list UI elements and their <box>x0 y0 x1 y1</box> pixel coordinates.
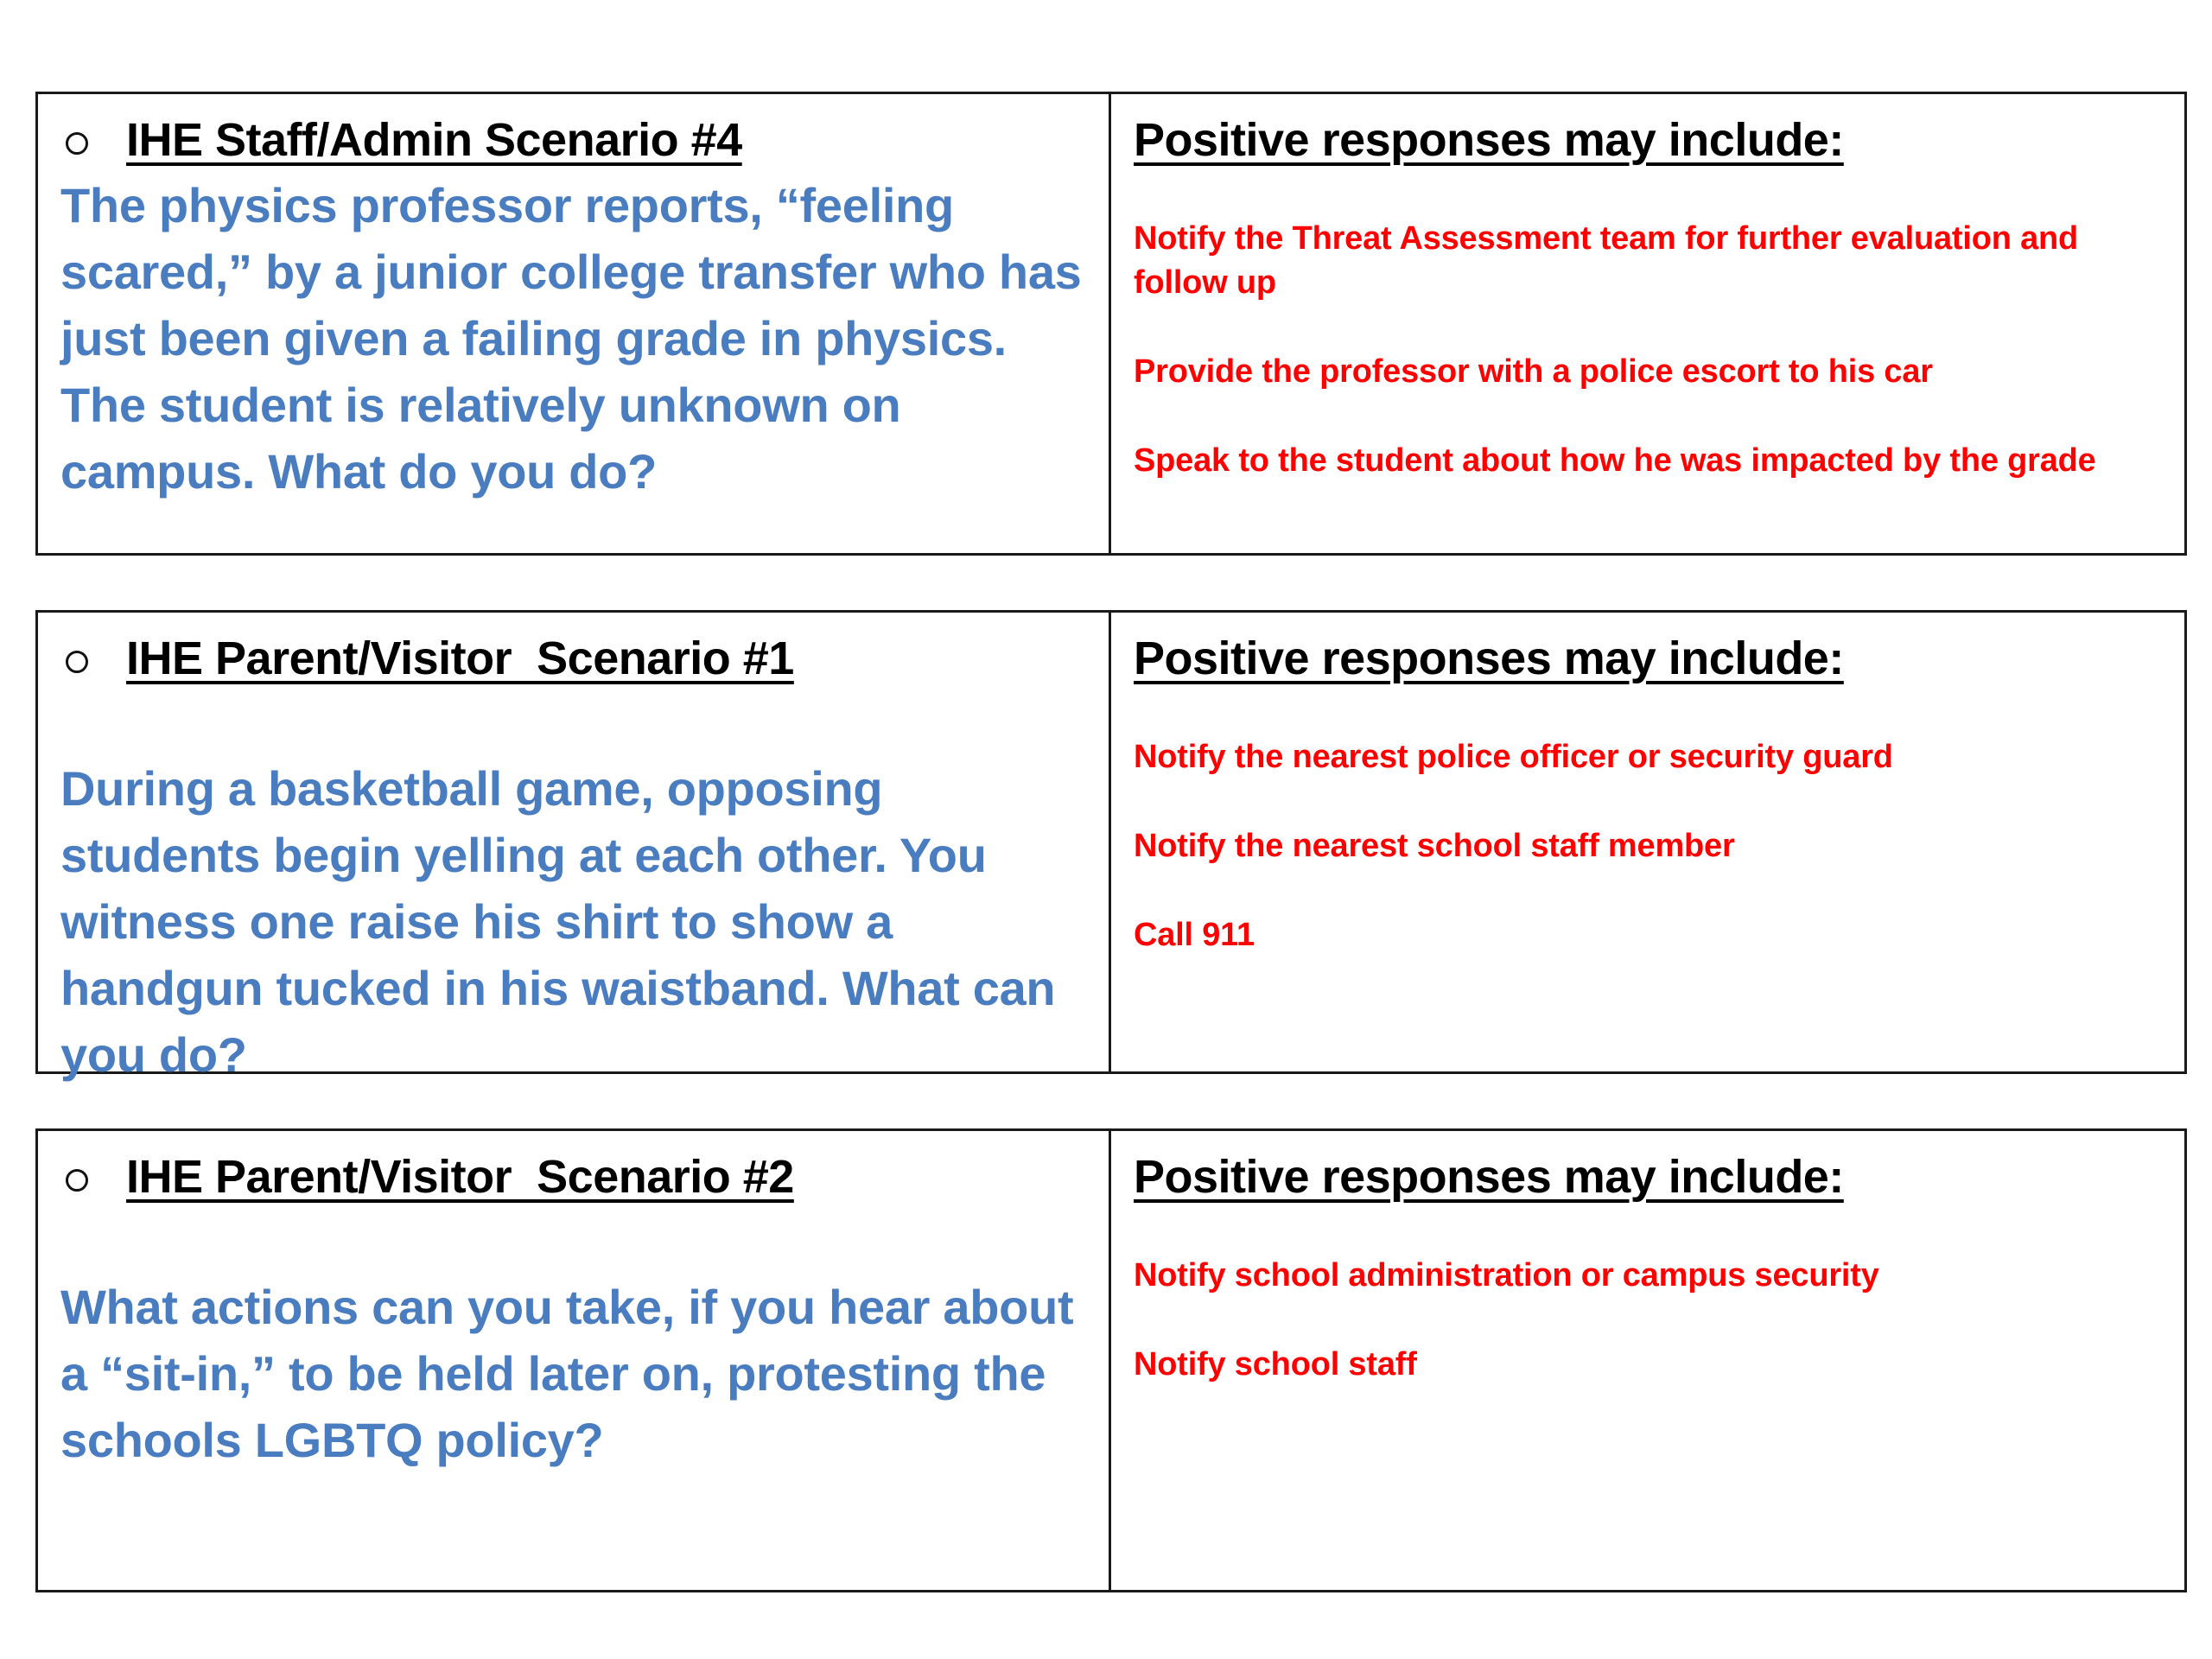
scenario-heading-row <box>60 628 1088 689</box>
scenario-description: What actions can you take, if you hear about a “sit-in,” to be held later on, protesting the schools LGBTQ policy? <box>60 1280 1074 1467</box>
responses-cell <box>1111 613 2184 1071</box>
scenario-cell <box>38 613 1111 1082</box>
response-list <box>1134 735 2162 1002</box>
response-list <box>1134 217 2162 528</box>
response-item: Speak to the student about how he was impacted by the grade <box>1134 442 2096 479</box>
scenario-heading-row <box>60 1147 1088 1207</box>
response-list <box>1134 1254 2162 1432</box>
response-item: Call 911 <box>1134 917 1255 953</box>
scenario-cell <box>38 94 1111 553</box>
scenario-title: IHE Parent/Visitor Scenario #1 <box>126 632 794 684</box>
scenario-title: IHE Staff/Admin Scenario #4 <box>126 114 742 166</box>
responses-cell <box>1111 1131 2184 1590</box>
responses-heading: Positive responses may include: <box>1134 114 1844 166</box>
responses-heading: Positive responses may include: <box>1134 1151 1844 1203</box>
circle-bullet-icon <box>66 651 88 673</box>
circle-bullet-icon <box>66 132 88 155</box>
response-item: Notify school staff <box>1134 1346 1417 1382</box>
scenario-cell <box>38 1131 1111 1590</box>
circle-bullet-icon <box>66 1169 88 1192</box>
responses-heading: Positive responses may include: <box>1134 632 1844 684</box>
scenario-heading-row <box>60 110 1088 170</box>
response-item: Provide the professor with a police escort to his car <box>1134 353 1933 390</box>
responses-cell <box>1111 94 2184 553</box>
scenario-table <box>35 1128 2187 1592</box>
scenario-table <box>35 610 2187 1082</box>
scenario-table <box>35 92 2187 556</box>
response-item: Notify the nearest police officer or security guard <box>1134 739 1893 775</box>
scenario-description: During a basketball game, opposing students begin yelling at each other. You witness one raise his shirt to show a handgun tucked in his waistband. What can you do? <box>60 761 1056 1082</box>
scenario-title: IHE Parent/Visitor Scenario #2 <box>126 1151 794 1203</box>
scenario-description: The physics professor reports, “feeling scared,” by a junior college transfer who has just been given a failing grade in physics. The student is relatively unknown on campus. What do you do? <box>60 178 1082 499</box>
response-item: Notify the nearest school staff member <box>1134 828 1735 864</box>
response-item: Notify the Threat Assessment team for further evaluation and follow up <box>1134 220 2079 301</box>
response-item: Notify school administration or campus security <box>1134 1257 1879 1294</box>
